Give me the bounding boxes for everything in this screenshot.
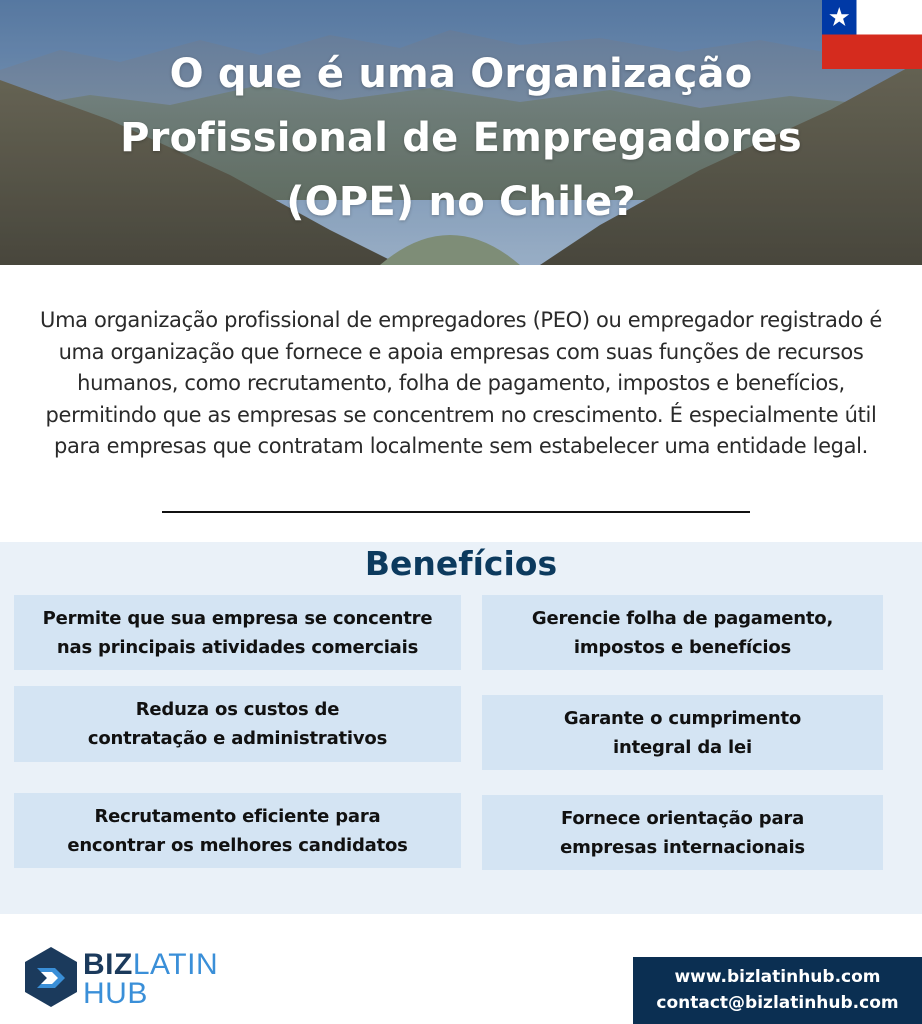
- chile-flag-icon: [822, 0, 922, 69]
- benefit-card-line: encontrar os melhores candidatos: [67, 834, 408, 856]
- benefit-card-line: nas principais atividades comerciais: [56, 636, 419, 658]
- benefit-card-line: Gerencie folha de pagamento,: [531, 607, 834, 629]
- benefit-card-line: Reduza os custos de: [135, 699, 340, 720]
- benefit-card-line: Recrutamento eficiente para: [94, 805, 381, 827]
- benefit-card-line: Permite que sua empresa se concentre: [42, 607, 433, 629]
- benefit-card-reduce-costs: [14, 686, 461, 762]
- benefit-card-payroll: [482, 595, 883, 670]
- hero-banner: [0, 0, 922, 265]
- brand-logo-text: [83, 950, 218, 1008]
- benefit-card-focus-core: [14, 595, 461, 670]
- section-divider: [162, 511, 750, 513]
- logo-biz: BIZ: [83, 948, 133, 981]
- benefit-card-recruitment: [14, 793, 461, 868]
- intro-paragraph: Uma organização profissional de empregadores (PEO) ou empregador registrado é uma organização que fornece e apoia empresas com suas funções de recursos humanos, como recrutamento, folha de pagamento, impostos e benefícios, permitindo que as empresas se concentrem no crescimento. É especialmente útil para empresas que contratam localmente sem estabelecer uma entidade legal.: [40, 308, 882, 458]
- benefit-card-line: Garante o cumprimento: [563, 707, 802, 729]
- email-link[interactable]: contact@bizlatinhub.com: [656, 993, 899, 1013]
- contact-box: [633, 957, 922, 1024]
- biz-latin-hub-logo-icon: [19, 944, 83, 1014]
- benefit-card-line: impostos e benefícios: [573, 636, 792, 658]
- benefits-heading: Benefícios: [364, 544, 558, 583]
- benefit-card-guidance: [482, 795, 883, 870]
- logo-hub: HUB: [83, 977, 148, 1010]
- page-title: O que é uma Organização Profissional de Empregadores (OPE) no Chile?: [120, 51, 802, 225]
- benefit-card-line: integral da lei: [612, 736, 752, 758]
- benefit-card-line: Fornece orientação para: [560, 807, 805, 829]
- logo-latin: LATIN: [132, 948, 219, 981]
- benefits-panel: [0, 542, 922, 914]
- benefit-card-line: empresas internacionais: [560, 836, 805, 858]
- website-link[interactable]: www.bizlatinhub.com: [674, 967, 881, 987]
- benefit-card-line: contratação e administrativos: [87, 728, 388, 749]
- benefit-card-compliance: [482, 695, 883, 770]
